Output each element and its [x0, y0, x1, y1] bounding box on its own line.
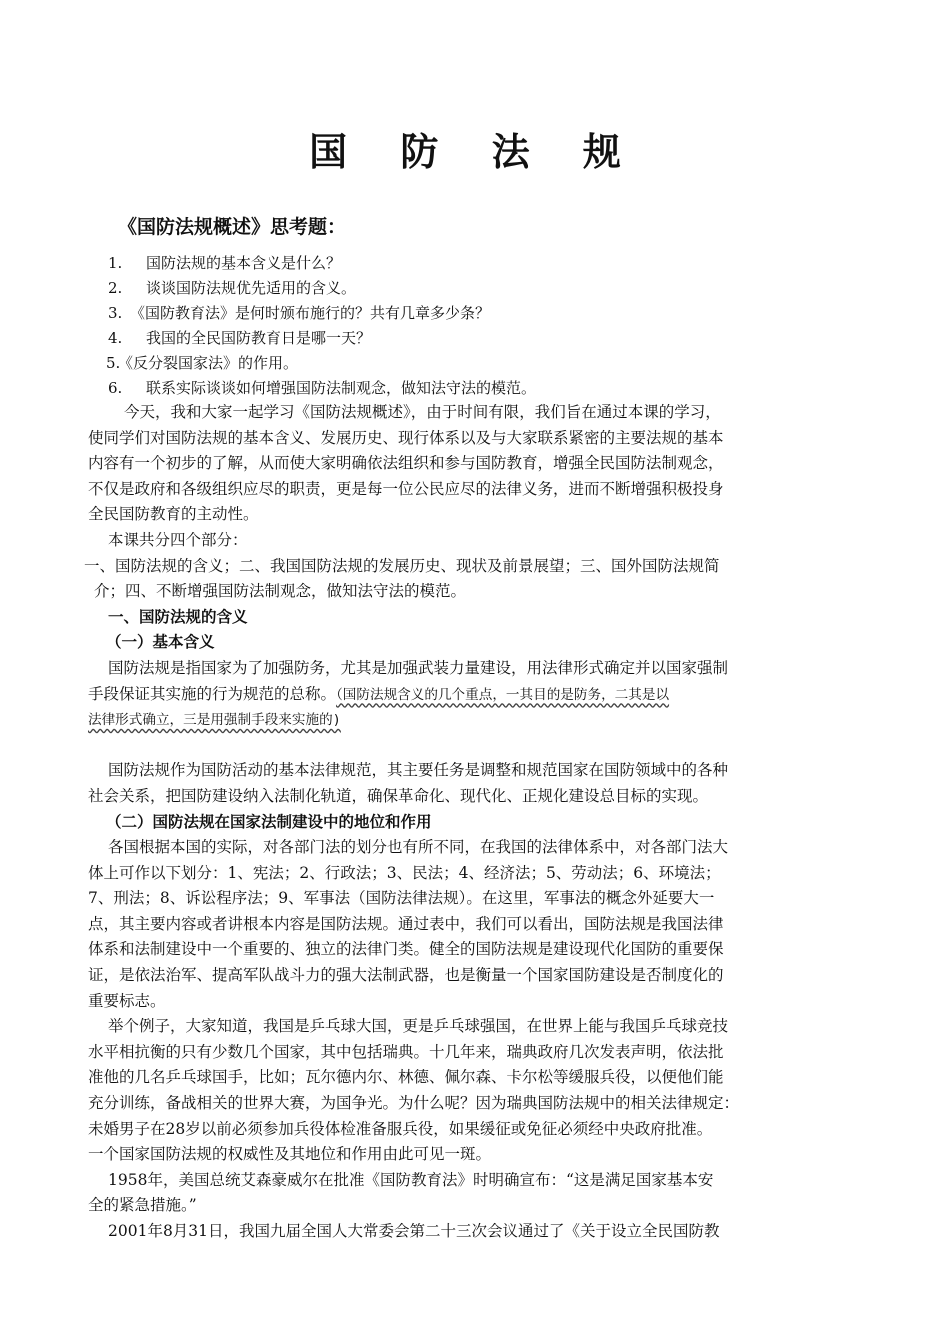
example-line: 充分训练，备战相关的世界大赛，为国争光。为什么呢？因为瑞典国防法规中的相关法律规定： — [88, 1094, 740, 1113]
subsection-heading: （二）国防法规在国家法制建设中的地位和作用 — [106, 812, 432, 831]
eisenhower-line: 全的紧急措施。” — [88, 1196, 197, 1215]
task-line: 国防法规作为国防活动的基本法律规范，其主要任务是调整和规范国家在国防领域中的各种 — [108, 761, 729, 780]
blank-line — [88, 733, 878, 759]
definition-line: 国防法规是指国家为了加强防务，尤其是加强武装力量建设，用法律形式确定并以国家强制 — [108, 658, 729, 677]
status-line: 体上可作以下划分：1、宪法；2、行政法；3、民法；4、经济法；5、劳动法；6、环境法； — [88, 863, 721, 882]
document-body — [84, 400, 878, 1245]
question-item: 3. 《国防教育法》是何时颁布施行的？共有几章多少条？ — [108, 304, 491, 322]
definition-line — [88, 707, 878, 733]
example-line: 未婚男子在28岁以前必须参加兵役体检准备服兵役，如果缓征或免征必须经中央政府批准。 — [88, 1119, 713, 1138]
definition-note: （国防法规含义的几个重点，一其目的是防务，二其是以 — [336, 686, 670, 703]
status-line: 7、刑法；8、诉讼程序法；9、军事法（国防法律法规）。在这里，军事法的概念外延要大一 — [88, 889, 715, 908]
intro-line: 今天，我和大家一起学习《国防法规概述》，由于时间有限，我们旨在通过本课的学习， — [124, 403, 721, 421]
example-line: 举个例子，大家知道，我国是乒乓球大国，更是乒乓球强国，在世界上能与我国乒乓球竞技 — [108, 1017, 729, 1036]
eisenhower-line: 1958年，美国总统艾森豪威尔在批准《国防教育法》时明确宣布：“这是满足国家基本安 — [108, 1170, 714, 1189]
definition-line: 手段保证其实施的行为规范的总称。（国防法规含义的几个重点，一其目的是防务，二其是以 — [88, 684, 670, 703]
status-line: 点，其主要内容或者讲根本内容是国防法规。通过表中，我们可以看出，国防法规是我国法律 — [88, 914, 724, 933]
example-line: 水平相抗衡的只有少数几个国家，其中包括瑞典。十几年来，瑞典政府几次发表声明，依法批 — [88, 1042, 724, 1061]
section-heading: 一、国防法规的含义 — [108, 607, 248, 626]
closing-line: 2001年8月31日，我国九届全国人大常委会第二十三次会议通过了《关于设立全民国防教 — [108, 1222, 720, 1240]
questions-heading: 《国防法规概述》思考题： — [118, 216, 347, 238]
intro-line: 全民国防教育的主动性。 — [88, 505, 259, 524]
parts-line: 介；四、不断增强国防法制观念，做知法守法的模范。 — [94, 582, 467, 601]
question-item: 5.《反分裂国家法》的作用。 — [106, 354, 299, 372]
question-item: 4. 我国的全民国防教育日是哪一天？ — [108, 329, 372, 347]
question-item: 1. 国防法规的基本含义是什么？ — [108, 254, 342, 272]
question-item: 2. 谈谈国防法规优先适用的含义。 — [108, 279, 357, 297]
intro-line: 内容有一个初步的了解，从而使大家明确依法组织和参与国防教育，增强全民国防法制观念， — [88, 454, 724, 473]
definition-note: 法律形式确立，三是用强制手段来实施的) — [88, 712, 341, 729]
example-line: 一个国家国防法规的权威性及其地位和作用由此可见一斑。 — [88, 1145, 492, 1164]
intro-line: 使同学们对国防法规的基本含义、发展历史、现行体系以及与大家联系紧密的主要法规的基本 — [88, 428, 724, 447]
question-item: 6. 联系实际谈谈如何增强国防法制观念，做知法守法的模范。 — [108, 379, 537, 397]
status-line: 各国根据本国的实际，对各部门法的划分也有所不同，在我国的法律体系中，对各部门法大 — [108, 838, 729, 857]
status-line: 体系和法制建设中一个重要的、独立的法律门类。健全的国防法规是建设现代化国防的重要保 — [88, 940, 724, 959]
task-line: 社会关系，把国防建设纳入法制化轨道，确保革命化、现代化、正规化建设总目标的实现。 — [88, 786, 709, 805]
page-title: 国 防 法 规 — [309, 130, 641, 174]
subsection-heading: （一）基本含义 — [106, 633, 215, 652]
example-line: 准他的几名乒乓球国手，比如；瓦尔德内尔、林德、佩尔森、卡尔松等缓服兵役，以便他们能 — [88, 1068, 724, 1087]
status-line: 重要标志。 — [88, 991, 166, 1010]
intro-line: 不仅是政府和各级组织应尽的职责，更是每一位公民应尽的法律义务，进而不断增强积极投身 — [88, 479, 724, 498]
status-line: 证，是依法治军、提高军队战斗力的强大法制武器，也是衡量一个国家国防建设是否制度化的 — [88, 966, 724, 985]
parts-line: 一、国防法规的含义；二、我国国防法规的发展历史、现状及前景展望；三、国外国防法规简 — [84, 556, 720, 575]
parts-intro: 本课共分四个部分： — [108, 530, 248, 549]
